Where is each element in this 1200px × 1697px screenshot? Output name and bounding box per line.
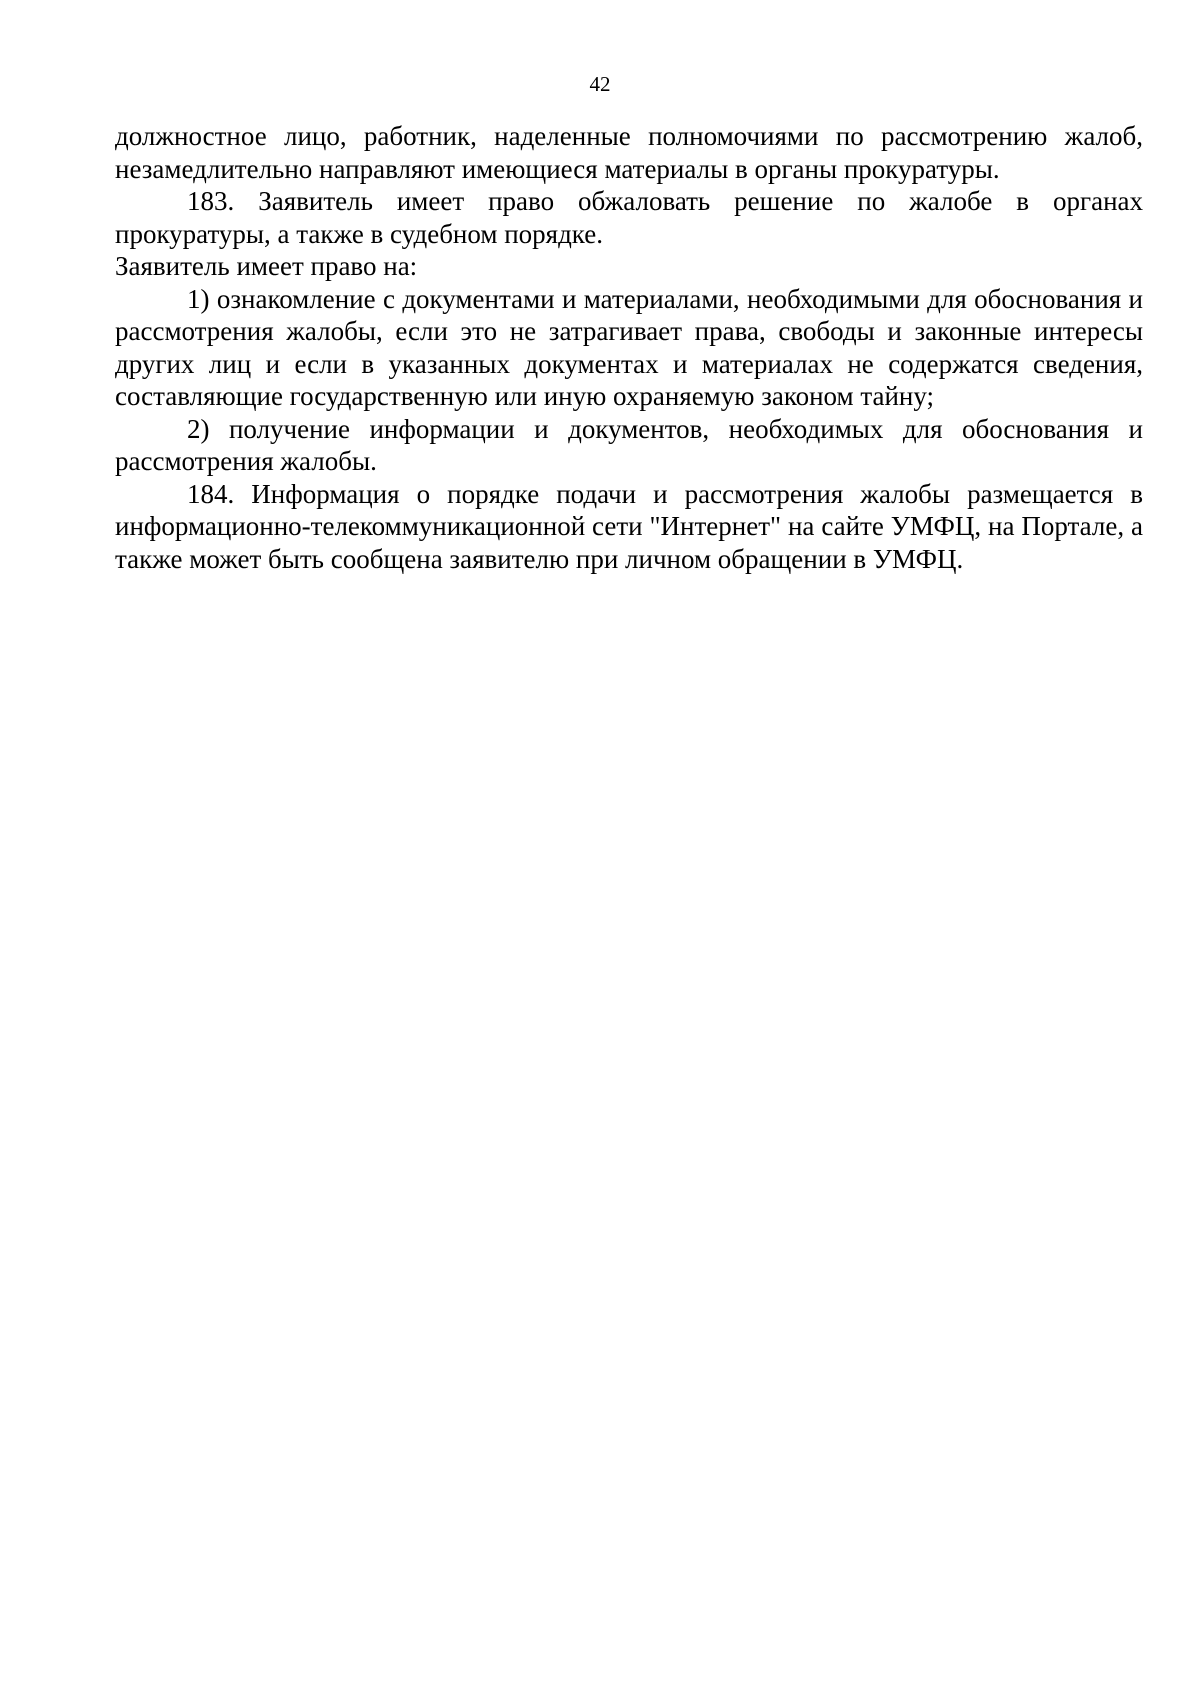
paragraph-184: 184. Информация о порядке подачи и рассмотрения жалобы размещается в информационно-телекоммуникационной сети "Интернет" на сайте УМФЦ, на Портале, а также может быть сообщена заявителю при личном обращении в УМФЦ.	[115, 478, 1143, 574]
list-item-2: 2) получение информации и документов, необходимых для обоснования и рассмотрения жалобы.	[115, 413, 1143, 476]
paragraph-183: 183. Заявитель имеет право обжаловать решение по жалобе в органах прокуратуры, а также в судебном порядке.	[115, 186, 1143, 249]
paragraph-continuation: должностное лицо, работник, наделенные полномочиями по рассмотрению жалоб, незамедлительно направляют имеющиеся материалы в органы прокуратуры.	[115, 121, 1143, 184]
list-item-1: 1) ознакомление с документами и материалами, необходимыми для обоснования и рассмотрения жалобы, если это не затрагивает права, свободы и законные интересы других лиц и если в указанных документах и материалах не содержатся сведения, составляющие государственную или иную охраняемую законом тайну;	[115, 283, 1143, 411]
page-number: 42	[589, 72, 611, 96]
paragraph-rights-intro: Заявитель имеет право на:	[115, 251, 418, 281]
document-body	[115, 120, 1143, 575]
